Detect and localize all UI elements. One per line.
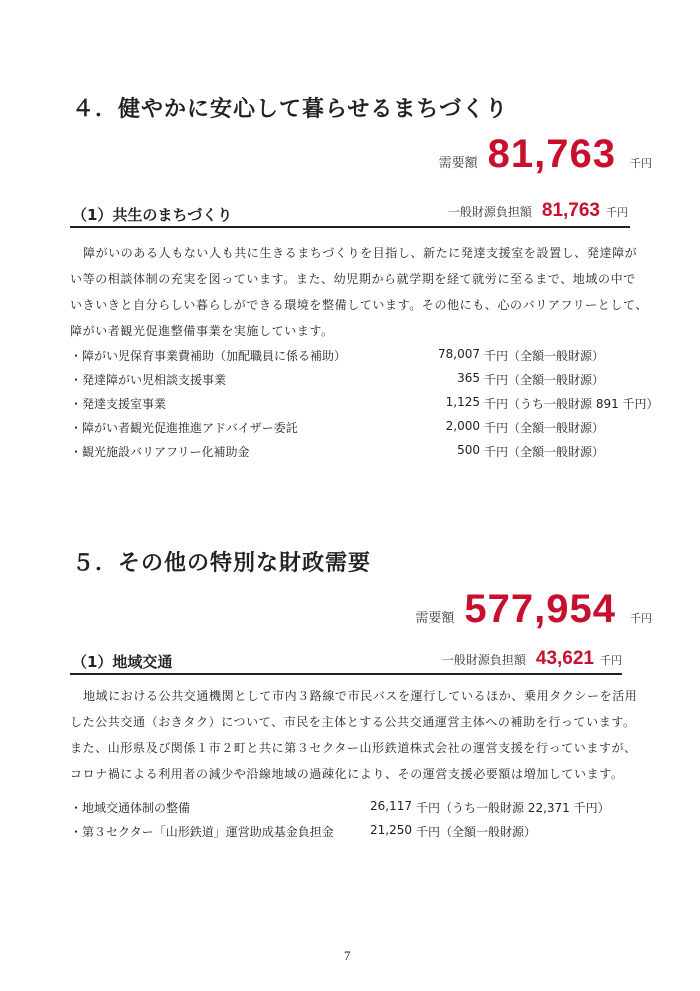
item-amount: 1,125: [445, 395, 480, 409]
item-amount: 78,007: [438, 347, 480, 361]
item-note: 千円（全額一般財源）: [484, 445, 605, 459]
list-item: [70, 347, 630, 365]
list-item: [70, 443, 630, 461]
section4-title: ４．健やかに安心して暮らせるまちづくり: [72, 97, 509, 122]
section4-subheading: （1）共生のまちづくり: [72, 206, 233, 224]
list-item: [70, 799, 630, 817]
list-item: [70, 371, 630, 389]
ippan-label: 一般財源負担額: [441, 653, 526, 667]
section4-ippan: [448, 200, 628, 222]
item-name: ・障がい者観光促進推進アドバイザー委託: [70, 421, 298, 435]
page-number: 7: [344, 948, 351, 963]
section5-paragraph: 地域における公共交通機関として市内３路線で市民バスを運行しているほか、乗用タクシーを活用した公共交通（おきタク）について、市民を主体とする公共交通運営主体への補助を行っています。また、山形県及び関係１市２町と共に第３セクター山形鉄道株式会社の運営支援を行っていますが、コロナ禍による利用者の減少や沿線地域の過疎化により、その運営支援必要額は増加しています。: [70, 689, 638, 781]
item-name: ・地域交通体制の整備: [70, 801, 191, 815]
demand-label: 需要額: [438, 156, 478, 171]
item-name: ・第３セクター「山形鉄道」運営助成基金負担金: [70, 825, 334, 839]
item-amount: 21,250: [370, 823, 412, 837]
item-amount: 26,117: [370, 799, 412, 813]
item-name: ・観光施設バリアフリー化補助金: [70, 445, 250, 459]
demand-label: 需要額: [415, 611, 455, 626]
section5-subheading-rule: [70, 673, 622, 675]
item-amount: 500: [457, 443, 480, 457]
list-item: [70, 395, 659, 413]
item-amount: 2,000: [445, 419, 480, 433]
item-name: ・障がい児保育事業費補助（加配職員に係る補助）: [70, 349, 347, 363]
demand-unit: 千円: [630, 157, 652, 170]
item-amount: 365: [457, 371, 480, 385]
item-note: 千円（うち一般財源 22,371 千円）: [416, 801, 610, 815]
item-note: 千円（全額一般財源）: [484, 349, 605, 363]
item-note: 千円（全額一般財源）: [484, 373, 605, 387]
demand-amount: 81,763: [487, 132, 616, 176]
ippan-amount: 43,621: [535, 648, 594, 669]
section5-title: ５．その他の特別な財政需要: [72, 551, 372, 576]
item-note: 千円（全額一般財源）: [484, 421, 605, 435]
list-item: [70, 419, 630, 437]
ippan-amount: 81,763: [541, 200, 600, 221]
ippan-unit: 千円: [606, 206, 628, 219]
item-name: ・発達障がい児相談支援事業: [70, 373, 227, 387]
section4-subheading-rule: [70, 226, 630, 228]
item-note: 千円（全額一般財源）: [416, 825, 537, 839]
section5-ippan: [442, 648, 622, 670]
item-note: 千円（うち一般財源 891 千円）: [484, 397, 659, 411]
demand-amount: 577,954: [464, 587, 616, 631]
demand-unit: 千円: [630, 612, 652, 625]
item-name: ・発達支援室事業: [70, 397, 167, 411]
ippan-label: 一般財源負担額: [447, 205, 532, 219]
section5-demand: [415, 587, 652, 632]
section5-subheading: （1）地域交通: [72, 653, 173, 671]
ippan-unit: 千円: [600, 654, 622, 667]
section4-paragraph: 障がいのある人もない人も共に生きるまちづくりを目指し、新たに発達支援室を設置し、発達障がい等の相談体制の充実を図っています。また、幼児期から就学期を経て就労に至るまで、地域の中でいきいきと自分らしい暮らしができる環境を整備しています。その他にも、心のバリアフリーとして、障がい者観光促進整備事業を実施しています。: [70, 246, 648, 338]
list-item: [70, 823, 630, 841]
section4-demand: [439, 132, 652, 177]
